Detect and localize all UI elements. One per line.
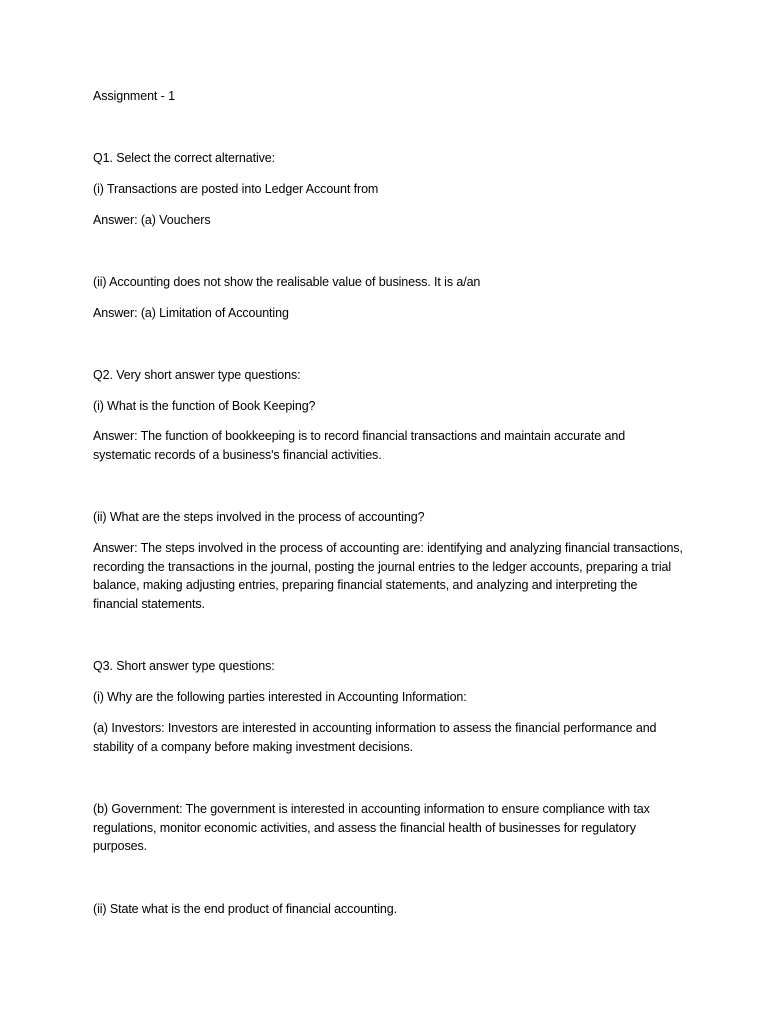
q2-heading: Q2. Very short answer type questions:	[93, 368, 301, 382]
q3-heading: Q3. Short answer type questions:	[93, 659, 275, 673]
q3-i-question: (i) Why are the following parties interested in Accounting Information:	[93, 690, 467, 704]
q1-ii-answer: Answer: (a) Limitation of Accounting	[93, 306, 289, 320]
q3-ii-question: (ii) State what is the end product of financial accounting.	[93, 902, 398, 916]
q1-i-answer: Answer: (a) Vouchers	[93, 213, 211, 227]
q1-i-question: (i) Transactions are posted into Ledger Account from	[93, 182, 379, 196]
document-title: Assignment - 1	[93, 89, 175, 103]
q2-ii-question: (ii) What are the steps involved in the process of accounting?	[93, 510, 425, 524]
q1-heading: Q1. Select the correct alternative:	[93, 151, 276, 165]
q3-a-investors: (a) Investors: Investors are interested in accounting information to assess the financial performance and stability of a company before making investment decisions.	[93, 721, 657, 754]
q3-b-government: (b) Government: The government is interested in accounting information to ensure compliance with tax regulations, monitor economic activities, and assess the financial health of businesses for regulatory purposes.	[93, 802, 650, 854]
q2-i-answer: Answer: The function of bookkeeping is to record financial transactions and maintain accurate and systematic records of a business's financial activities.	[93, 429, 626, 462]
q1-ii-question: (ii) Accounting does not show the realisable value of business. It is a/an	[93, 275, 481, 289]
q2-i-question: (i) What is the function of Book Keeping?	[93, 399, 316, 413]
q2-ii-answer: Answer: The steps involved in the process of accounting are: identifying and analyzing financial transactions, recording the transactions in the journal, posting the journal entries to the ledger accounts, preparing a trial balance, making adjusting entries, preparing financial statements, and analyzing and interpreting the financial statements.	[93, 541, 683, 611]
